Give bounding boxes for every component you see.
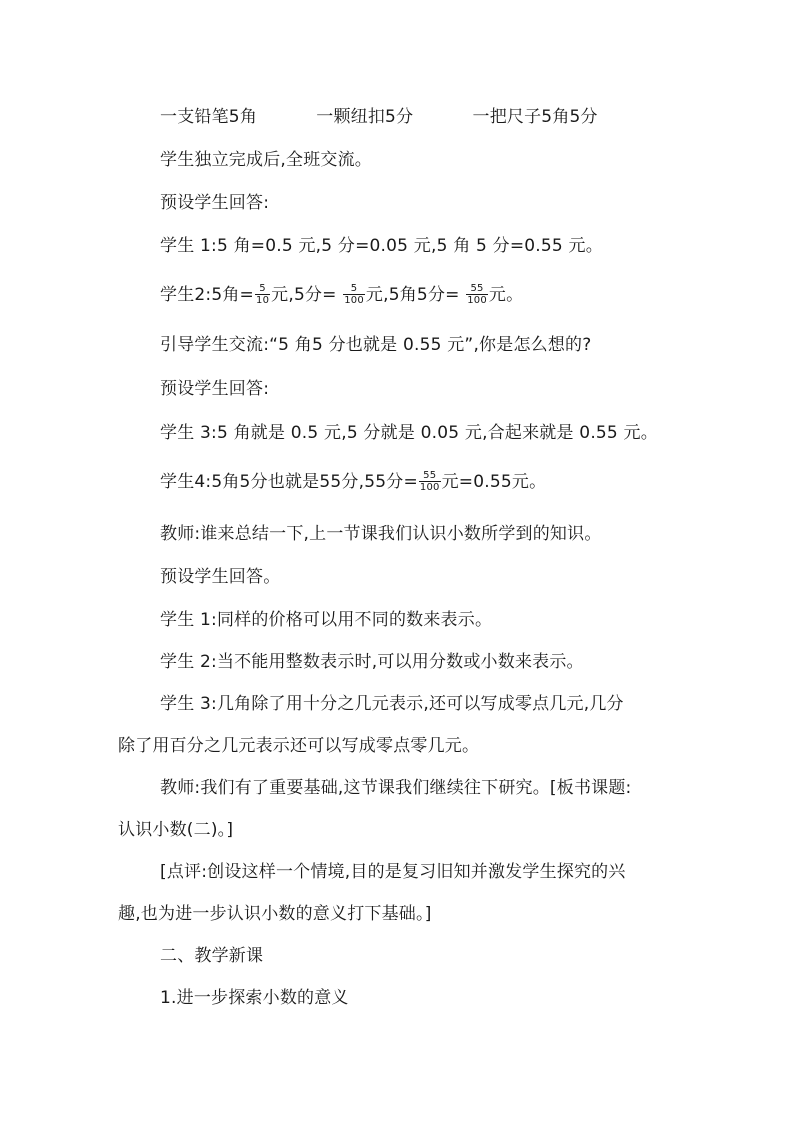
item-button: 一颗纽扣5分 <box>316 107 414 127</box>
fraction <box>419 470 441 493</box>
item-ruler: 一把尺子5角5分 <box>472 107 598 127</box>
fraction-numerator: 5 <box>255 283 270 295</box>
text-line: 预设学生回答: <box>160 193 270 213</box>
fraction-numerator: 5 <box>343 283 365 295</box>
text-segment: 元=0.55元。 <box>441 472 547 492</box>
subsection-heading: 1.进一步探索小数的意义 <box>160 988 349 1008</box>
items-line <box>160 105 598 129</box>
fraction-numerator: 55 <box>466 283 488 295</box>
answer-student-1: 学生 1:5 角=0.5 元,5 分=0.05 元,5 角 5 分=0.55 元。 <box>160 236 603 256</box>
summary-student-3: 学生 3:几角除了用十分之几元表示,还可以写成零点几元,几分 <box>160 694 624 714</box>
fraction <box>343 283 365 306</box>
teacher-line: 教师:我们有了重要基础,这节课我们继续往下研究。[板书课题: <box>160 778 632 798</box>
section-heading: 二、教学新课 <box>160 946 264 966</box>
item-pencil: 一支铅笔5角 <box>160 107 258 127</box>
answer-student-2 <box>160 283 523 307</box>
text-segment: 元,5角5分= <box>365 285 466 305</box>
text-line: 学生独立完成后,全班交流。 <box>160 150 373 170</box>
guide-question: 引导学生交流:“5 角5 分也就是 0.55 元”,你是怎么想的? <box>160 335 592 355</box>
summary-student-2: 学生 2:当不能用整数表示时,可以用分数或小数来表示。 <box>160 652 584 672</box>
text-line: 预设学生回答。 <box>160 567 281 587</box>
text-line: 预设学生回答: <box>160 379 270 399</box>
fraction-denominator: 100 <box>344 294 364 306</box>
summary-student-1: 学生 1:同样的价格可以用不同的数来表示。 <box>160 610 493 630</box>
answer-student-3: 学生 3:5 角就是 0.5 元,5 分就是 0.05 元,合起来就是 0.55 元。 <box>160 423 658 443</box>
fraction-denominator: 10 <box>256 294 270 306</box>
fraction-numerator: 55 <box>419 470 441 482</box>
text-segment: 元,5分= <box>271 285 343 305</box>
text-segment: 学生2:5角= <box>160 285 255 305</box>
text-segment: 元。 <box>488 285 524 305</box>
comment-line: [点评:创设这样一个情境,目的是复习旧知并激发学生探究的兴 <box>160 862 626 882</box>
summary-student-3-cont: 除了用百分之几元表示还可以写成零点零几元。 <box>118 736 480 756</box>
fraction-denominator: 100 <box>419 481 440 493</box>
comment-line-cont: 趣,也为进一步认识小数的意义打下基础。] <box>118 904 432 924</box>
fraction <box>255 283 270 306</box>
answer-student-4 <box>160 470 546 494</box>
text-segment: 学生4:5角5分也就是55分,55分= <box>160 472 418 492</box>
fraction-denominator: 100 <box>467 294 487 306</box>
teacher-line-cont: 认识小数(二)。] <box>118 820 234 840</box>
fraction <box>466 283 488 306</box>
teacher-line: 教师:谁来总结一下,上一节课我们认识小数所学到的知识。 <box>160 524 602 544</box>
